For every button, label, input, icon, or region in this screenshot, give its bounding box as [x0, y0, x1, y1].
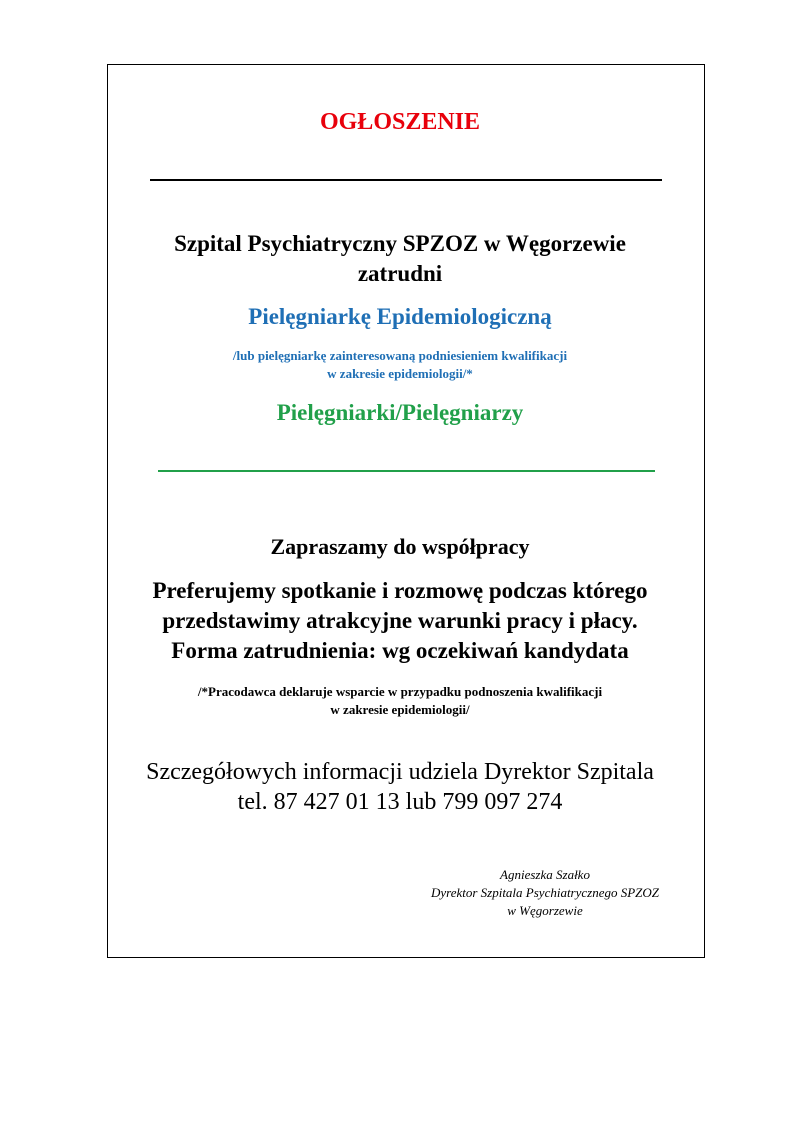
divider-green [158, 470, 655, 472]
announcement-frame [107, 64, 705, 958]
contact-info [0, 757, 800, 817]
hospital-name: Szpital Psychiatryczny SPZOZ w Węgorzewie [174, 231, 626, 256]
offer-text [0, 576, 800, 666]
employer-footnote [0, 683, 800, 719]
offer-line3: Forma zatrudnienia: wg oczekiwań kandydata [171, 638, 629, 663]
invite-heading: Zapraszamy do współpracy [270, 534, 530, 559]
announcement-title: OGŁOSZENIE [319, 109, 481, 135]
hospital-heading [0, 229, 800, 289]
employer-footnote-line1: /*Pracodawca deklaruje wsparcie w przypadku podnoszenia kwalifikacji [197, 684, 603, 699]
contact-line1: Szczegółowych informacji udziela Dyrektor Szpitala [146, 759, 654, 785]
position-note-line2: w zakresie epidemiologii/* [327, 366, 473, 381]
employer-footnote-line2: w zakresie epidemiologii/ [330, 702, 470, 717]
position-note-line1: /lub pielęgniarkę zainteresowaną podniesieniem kwalifikacji [232, 348, 568, 363]
position-primary: Pielęgniarkę Epidemiologiczną [248, 304, 552, 329]
signature-block [380, 866, 710, 920]
signature-place: w Węgorzewie [507, 903, 583, 918]
position-note [0, 347, 800, 383]
signature-name: Agnieszka Szałko [500, 867, 590, 882]
contact-phone: tel. 87 427 01 13 lub 799 097 274 [237, 789, 563, 815]
divider-black [150, 179, 662, 181]
offer-line2: przedstawimy atrakcyjne warunki pracy i płacy. [162, 608, 638, 633]
signature-role: Dyrektor Szpitala Psychiatrycznego SPZOZ [430, 885, 660, 900]
offer-line1: Preferujemy spotkanie i rozmowę podczas którego [152, 578, 648, 603]
hospital-hires: zatrudni [357, 261, 443, 286]
position-secondary: Pielęgniarki/Pielęgniarzy [276, 400, 524, 425]
